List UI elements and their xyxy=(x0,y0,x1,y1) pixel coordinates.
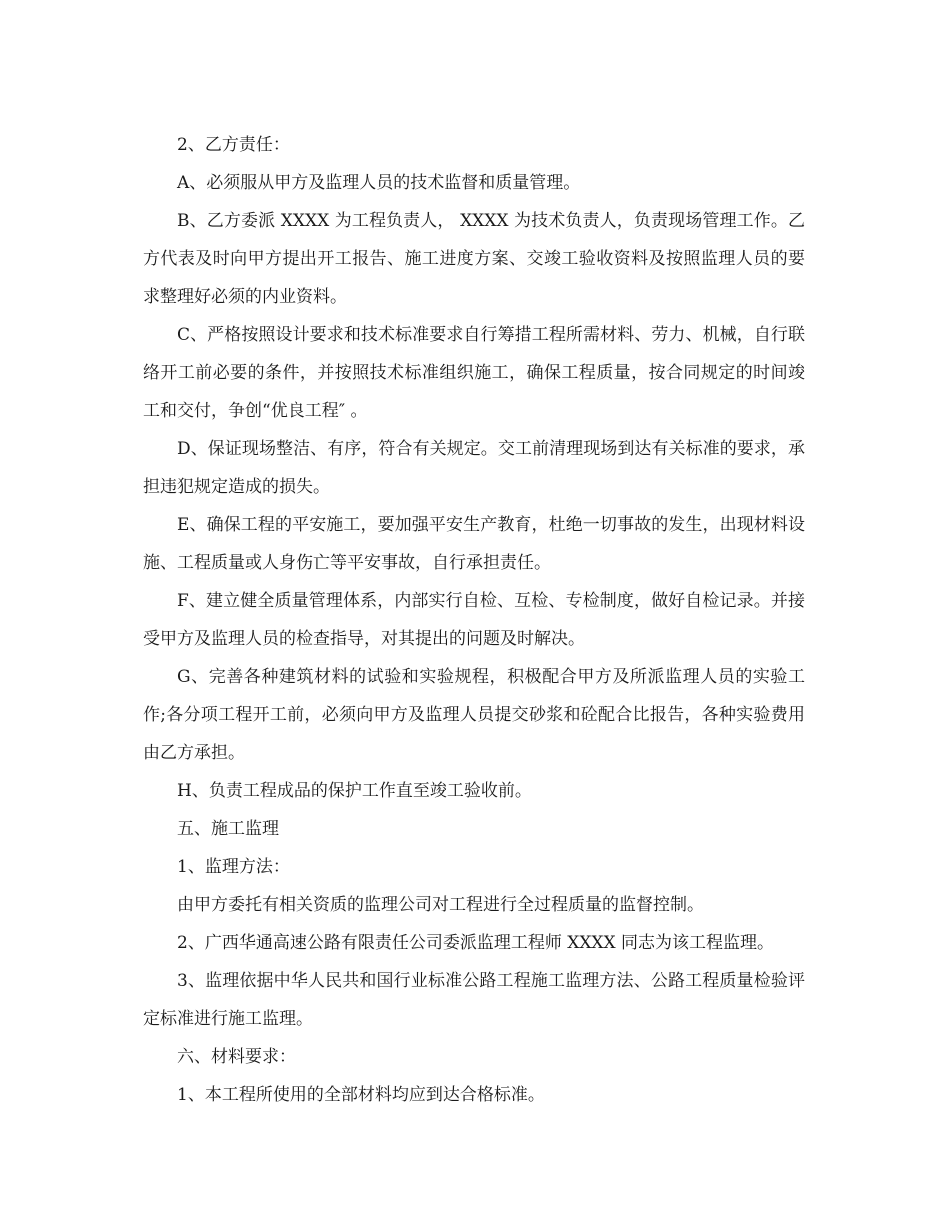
paragraph-supervision-engineer: 2、广西华通高速公路有限责任公司委派监理工程师 XXXX 同志为该工程监理。 xyxy=(177,933,775,953)
paragraph-clause-f: F、建立健全质量管理体系，内部实行自检、互检、专检制度，做好自检记录。并接受甲方及监理人员的检查指导，对其提出的问题及时解决。 xyxy=(143,591,805,649)
paragraph-clause-c: C、严格按照设计要求和技术标准要求自行筹措工程所需材料、劳力、机械，自行联络开工前必要的条件，并按照技术标准组织施工，确保工程质量，按合同规定的时间竣工和交付，争创“优良工程″ 。 xyxy=(143,325,805,421)
paragraph-yifang-zeren-heading: 2、乙方责任： xyxy=(177,135,290,155)
document-body xyxy=(143,126,805,1114)
paragraph-supervision-method-body: 由甲方委托有相关资质的监理公司对工程进行全过程质量的监督控制。 xyxy=(177,895,704,915)
paragraph-clause-d: D、保证现场整洁、有序，符合有关规定。交工前清理现场到达有关标准的要求，承担违犯规定造成的损失。 xyxy=(143,439,805,497)
paragraph-clause-b: B、乙方委派 XXXX 为工程负责人， XXXX 为技术负责人，负责现场管理工作。乙方代表及时向甲方提出开工报告、施工进度方案、交竣工验收资料及按照监理人员的要求整理好必须的内业资料。 xyxy=(143,211,805,307)
paragraph-clause-h: H、负责工程成品的保护工作直至竣工验收前。 xyxy=(177,781,532,801)
paragraph-supervision-method-heading: 1、监理方法： xyxy=(177,857,290,877)
section-heading-construction-supervision: 五、施工监理 xyxy=(177,819,279,839)
paragraph-clause-a: A、必须服从甲方及监理人员的技术监督和质量管理。 xyxy=(177,173,581,193)
paragraph-material-standard: 1、本工程所使用的全部材料均应到达合格标准。 xyxy=(177,1085,545,1105)
paragraph-clause-e: E、确保工程的平安施工，要加强平安生产教育，杜绝一切事故的发生，出现材料设施、工程质量或人身伤亡等平安事故，自行承担责任。 xyxy=(143,515,805,573)
paragraph-supervision-basis: 3、监理依据中华人民共和国行业标准公路工程施工监理方法、公路工程质量检验评定标准进行施工监理。 xyxy=(143,971,805,1029)
section-heading-material-requirements: 六、材料要求： xyxy=(177,1047,296,1067)
paragraph-clause-g: G、完善各种建筑材料的试验和实验规程，积极配合甲方及所派监理人员的实验工作;各分项工程开工前，必须向甲方及监理人员提交砂浆和砼配合比报告，各种实验费用由乙方承担。 xyxy=(143,667,805,763)
